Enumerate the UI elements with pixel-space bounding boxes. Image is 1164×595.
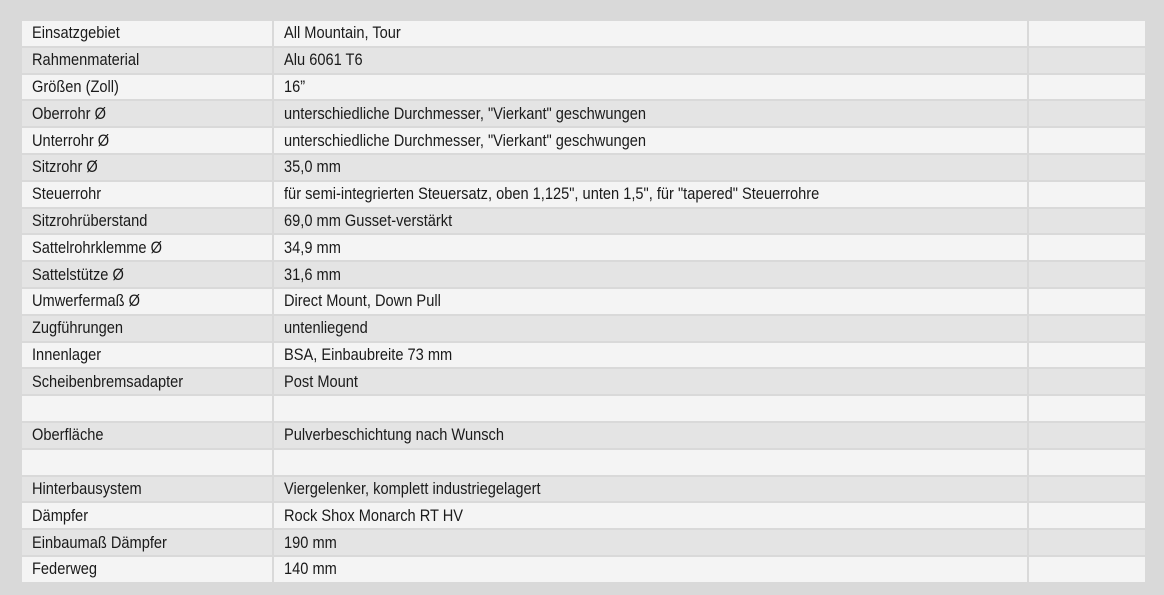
- table-row: [22, 423, 1145, 448]
- spec-extra-cell: [1027, 503, 1145, 528]
- spec-value-cell: [272, 101, 1027, 126]
- table-row: [22, 128, 1145, 153]
- spec-label-cell: [22, 450, 272, 475]
- spec-value-cell: [272, 262, 1027, 287]
- spec-value-cell: [272, 530, 1027, 555]
- spec-extra-cell: [1027, 557, 1145, 582]
- spec-label: Sitzrohr Ø: [32, 157, 98, 177]
- table-row: [22, 235, 1145, 260]
- spec-extra-cell: [1027, 369, 1145, 394]
- spec-label: Steuerrohr: [32, 184, 102, 204]
- spec-value-cell: [272, 75, 1027, 100]
- spec-extra-cell: [1027, 235, 1145, 260]
- spec-label-cell: [22, 48, 272, 73]
- spec-label: Sattelrohrklemme Ø: [32, 237, 163, 257]
- spec-value: 69,0 mm Gusset-verstärkt: [284, 210, 453, 230]
- spec-label: Dämpfer: [32, 505, 89, 525]
- spec-value: untenliegend: [284, 318, 368, 338]
- table-row: [22, 369, 1145, 394]
- spec-label-cell: [22, 101, 272, 126]
- spec-label: Oberrohr Ø: [32, 103, 106, 123]
- spec-extra-cell: [1027, 423, 1145, 448]
- spec-extra-cell: [1027, 477, 1145, 502]
- table-row: [22, 396, 1145, 421]
- spec-label-cell: [22, 557, 272, 582]
- spec-label-cell: [22, 182, 272, 207]
- spec-value-cell: [272, 235, 1027, 260]
- spec-label-cell: [22, 262, 272, 287]
- spec-value-cell: [272, 557, 1027, 582]
- spec-value: 140 mm: [284, 559, 337, 579]
- table-row: [22, 21, 1145, 46]
- spec-value-cell: [272, 450, 1027, 475]
- spec-value-cell: [272, 155, 1027, 180]
- spec-label: Scheibenbremsadapter: [32, 371, 184, 391]
- spec-value-cell: [272, 182, 1027, 207]
- spec-label: Einsatzgebiet: [32, 23, 120, 43]
- spec-value: 190 mm: [284, 532, 337, 552]
- spec-label-cell: [22, 343, 272, 368]
- spec-extra-cell: [1027, 48, 1145, 73]
- spec-extra-cell: [1027, 262, 1145, 287]
- spec-label: Größen (Zoll): [32, 76, 119, 96]
- spec-label-cell: [22, 21, 272, 46]
- table-row: [22, 182, 1145, 207]
- table-row: [22, 530, 1145, 555]
- spec-value: All Mountain, Tour: [284, 23, 401, 43]
- table-row: [22, 101, 1145, 126]
- spec-value: unterschiedliche Durchmesser, "Vierkant" geschwungen: [284, 103, 647, 123]
- spec-label: Rahmenmaterial: [32, 50, 140, 70]
- spec-value-cell: [272, 209, 1027, 234]
- spec-label: Unterrohr Ø: [32, 130, 110, 150]
- spec-label: Innenlager: [32, 344, 102, 364]
- spec-value: Alu 6061 T6: [284, 50, 363, 70]
- table-row: [22, 450, 1145, 475]
- table-row: [22, 155, 1145, 180]
- spec-label-cell: [22, 235, 272, 260]
- spec-extra-cell: [1027, 396, 1145, 421]
- table-row: [22, 316, 1145, 341]
- table-row: [22, 262, 1145, 287]
- spec-extra-cell: [1027, 209, 1145, 234]
- spec-label-cell: [22, 155, 272, 180]
- spec-value: 31,6 mm: [284, 264, 341, 284]
- spec-value: unterschiedliche Durchmesser, "Vierkant" geschwungen: [284, 130, 647, 150]
- spec-label: Hinterbausystem: [32, 478, 142, 498]
- spec-table: [22, 19, 1145, 584]
- spec-label-cell: [22, 316, 272, 341]
- spec-value-cell: [272, 396, 1027, 421]
- spec-value-cell: [272, 21, 1027, 46]
- spec-label-cell: [22, 396, 272, 421]
- spec-value-cell: [272, 316, 1027, 341]
- spec-value: für semi-integrierten Steuersatz, oben 1,125", unten 1,5", für "tapered" Steuerrohre: [284, 184, 820, 204]
- spec-value-cell: [272, 477, 1027, 502]
- spec-value-cell: [272, 128, 1027, 153]
- spec-label-cell: [22, 75, 272, 100]
- spec-extra-cell: [1027, 343, 1145, 368]
- spec-label-cell: [22, 423, 272, 448]
- spec-extra-cell: [1027, 128, 1145, 153]
- spec-value: Pulverbeschichtung nach Wunsch: [284, 425, 504, 445]
- spec-value: Post Mount: [284, 371, 358, 391]
- spec-value-cell: [272, 343, 1027, 368]
- spec-label: Oberfläche: [32, 425, 104, 445]
- spec-value: Viergelenker, komplett industriegelagert: [284, 478, 541, 498]
- spec-extra-cell: [1027, 21, 1145, 46]
- table-row: [22, 48, 1145, 73]
- spec-label-cell: [22, 369, 272, 394]
- spec-extra-cell: [1027, 289, 1145, 314]
- table-row: [22, 289, 1145, 314]
- table-row: [22, 557, 1145, 582]
- spec-value: BSA, Einbaubreite 73 mm: [284, 344, 453, 364]
- spec-value-cell: [272, 503, 1027, 528]
- spec-extra-cell: [1027, 75, 1145, 100]
- spec-table-body: [22, 21, 1145, 582]
- spec-value-cell: [272, 289, 1027, 314]
- spec-label-cell: [22, 209, 272, 234]
- spec-label-cell: [22, 128, 272, 153]
- spec-extra-cell: [1027, 450, 1145, 475]
- table-row: [22, 343, 1145, 368]
- spec-label: Einbaumaß Dämpfer: [32, 532, 167, 552]
- spec-value: 16”: [284, 76, 306, 96]
- spec-label-cell: [22, 530, 272, 555]
- spec-value-cell: [272, 369, 1027, 394]
- table-row: [22, 477, 1145, 502]
- spec-value: 35,0 mm: [284, 157, 341, 177]
- spec-extra-cell: [1027, 530, 1145, 555]
- spec-value: Rock Shox Monarch RT HV: [284, 505, 464, 525]
- spec-label: Sattelstütze Ø: [32, 264, 124, 284]
- spec-extra-cell: [1027, 316, 1145, 341]
- spec-label-cell: [22, 289, 272, 314]
- spec-value-cell: [272, 48, 1027, 73]
- table-row: [22, 75, 1145, 100]
- spec-value-cell: [272, 423, 1027, 448]
- spec-label: Sitzrohrüberstand: [32, 210, 148, 230]
- spec-extra-cell: [1027, 182, 1145, 207]
- spec-label: Umwerfermaß Ø: [32, 291, 141, 311]
- spec-extra-cell: [1027, 101, 1145, 126]
- spec-value: Direct Mount, Down Pull: [284, 291, 441, 311]
- spec-value: 34,9 mm: [284, 237, 341, 257]
- table-row: [22, 209, 1145, 234]
- spec-label: Federweg: [32, 559, 98, 579]
- spec-extra-cell: [1027, 155, 1145, 180]
- spec-label-cell: [22, 477, 272, 502]
- spec-label: Zugführungen: [32, 318, 124, 338]
- table-row: [22, 503, 1145, 528]
- spec-label-cell: [22, 503, 272, 528]
